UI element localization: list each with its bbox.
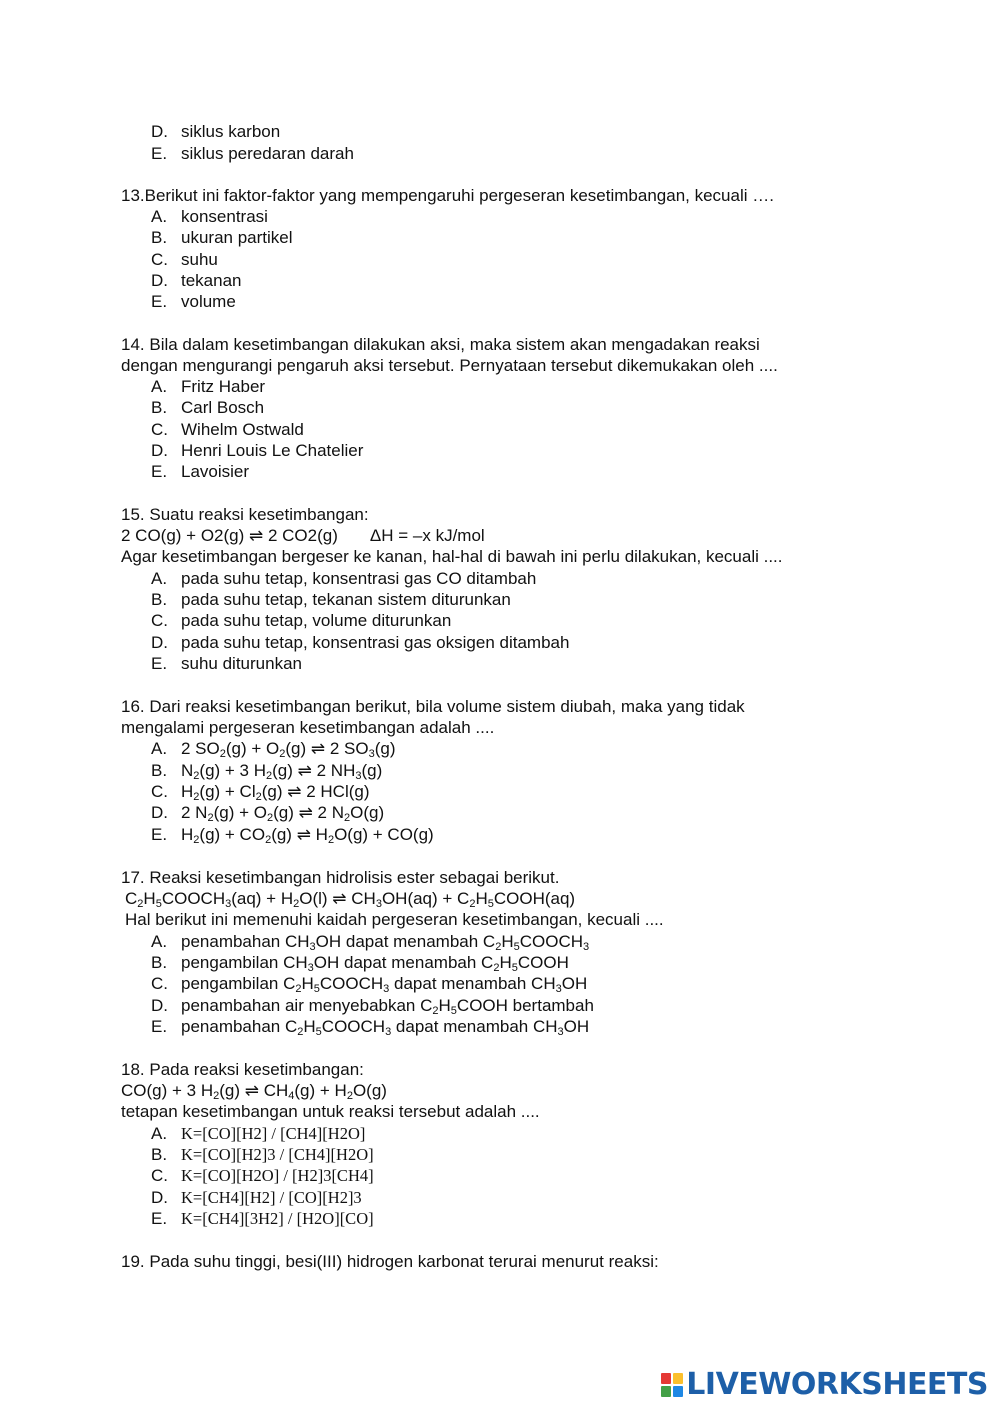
option-18-a: A. K=[CO][H2] / [CH4][H2O] [151,1124,366,1143]
option-13-b: B. ukuran partikel [151,228,293,247]
question-18-reaction: CO(g) + 3 $H_2(g)$ ⇌ $CH_4(g) + H_2O(g)$ [121,1081,387,1102]
logo-square-2 [673,1373,683,1384]
question-19-stem: 19. Pada suhu tinggi, besi(III) hidrogen karbonat terurai menurut reaksi: [121,1252,659,1271]
question-18-stem-line2: tetapan kesetimbangan untuk reaksi tersebut adalah .... [121,1102,540,1121]
option-15-a: A. pada suhu tetap, konsentrasi gas CO ditambah [151,569,537,588]
question-16-stem-line2: mengalami pergeseran kesetimbangan adalah .... [121,718,495,737]
question-15-stem-line2: Agar kesetimbangan bergeser ke kanan, hal-hal di bawah ini perlu dilakukan, kecuali .... [121,547,783,566]
logo-square-4 [673,1386,683,1397]
option-13-c: C. suhu [151,250,218,269]
option-14-e: E. Lavoisier [151,462,250,481]
option-17-e: E. penambahan $C_2H_5COOCH_3$ dapat menambah $CH_3OH$ [151,1017,590,1038]
option-18-e: E. K=[CH4][3H2] / [H2O][CO] [151,1209,374,1228]
liveworksheets-logo[interactable] [661,1367,988,1402]
question-15-stem-line1: 15. Suatu reaksi kesetimbangan: [121,505,369,524]
option-13-a: A. konsentrasi [151,207,268,226]
question-15-reaction: 2 CO(g) + O2(g) ⇌ 2 CO2(g) ΔH = –x kJ/mol [121,526,485,545]
option-12-d: D. siklus karbon [151,122,281,141]
option-17-a: A. penambahan $CH_3OH$ dapat menambah $C_2H_5COOCH_3$ [151,932,590,953]
option-18-b: B. K=[CO][H2]3 / [CH4][H2O] [151,1145,374,1164]
question-17-stem-line2: Hal berikut ini memenuhi kaidah pergeseran kesetimbangan, kecuali .... [125,910,664,929]
option-16-d: D. 2 $N_2(g) + O_2(g)$ ⇌ 2 $N_2O(g)$ [151,803,385,824]
option-15-e: E. suhu diturunkan [151,654,302,673]
option-16-b: B. $N_2(g) + 3$ $H_2(g)$ ⇌ 2 $NH_3(g)$ [151,761,383,782]
question-13-stem: 13.Berikut ini faktor-faktor yang mempengaruhi pergeseran kesetimbangan, kecuali …. [121,186,774,205]
option-14-a: A. Fritz Haber [151,377,266,396]
question-18-stem-line1: 18. Pada reaksi kesetimbangan: [121,1060,364,1079]
option-16-e: E. $H_2(g) + CO_2(g)$ ⇌ $H_2O(g) + CO(g)$ [151,825,434,846]
option-15-d: D. pada suhu tetap, konsentrasi gas oksigen ditambah [151,633,570,652]
question-14-stem-line1: 14. Bila dalam kesetimbangan dilakukan aksi, maka sistem akan mengadakan reaksi [121,335,760,354]
option-18-d: D. K=[CH4][H2] / [CO][H2]3 [151,1188,362,1207]
option-14-b: B. Carl Bosch [151,398,265,417]
question-14-stem-line2: dengan mengurangi pengaruh aksi tersebut. Pernyataan tersebut dikemukakan oleh .... [121,356,778,375]
option-14-c: C. Wihelm Ostwald [151,420,304,439]
question-16-stem-line1: 16. Dari reaksi kesetimbangan berikut, bila volume sistem diubah, maka yang tidak [121,697,745,716]
option-17-b: B. pengambilan $CH_3OH$ dapat menambah $C_2H_5COOH$ [151,953,569,974]
option-12-e: E. siklus peredaran darah [151,144,354,163]
logo-square-3 [661,1386,671,1397]
question-17-reaction: $C_2H_5COOCH_3(aq) + H_2O(l)$ ⇌ $CH_3OH(aq)$ + $C_2H_5COOH(aq)$ [125,889,576,910]
logo-square-1 [661,1373,671,1384]
option-15-c: C. pada suhu tetap, volume diturunkan [151,611,452,630]
liveworksheets-logo-icon [661,1373,683,1397]
option-18-c: C. K=[CO][H2O] / [H2]3[CH4] [151,1166,374,1185]
option-14-d: D. Henri Louis Le Chatelier [151,441,364,460]
liveworksheets-wordmark: LIVEWORKSHEETS [686,1367,988,1402]
question-17-stem-line1: 17. Reaksi kesetimbangan hidrolisis ester sebagai berikut. [121,868,560,887]
option-17-d: D. penambahan air menyebabkan $C_2H_5COOH$ bertambah [151,996,594,1017]
option-16-c: C. $H_2(g) + Cl_2(g)$ ⇌ 2 HCl(g) [151,782,370,803]
option-13-e: E. volume [151,292,236,311]
option-16-a: A. 2 $SO_2(g) + O_2(g)$ ⇌ 2 $SO_3(g)$ [151,739,396,760]
option-15-b: B. pada suhu tetap, tekanan sistem diturunkan [151,590,511,609]
option-13-d: D. tekanan [151,271,242,290]
option-17-c: C. pengambilan $C_2H_5COOCH_3$ dapat menambah $CH_3OH$ [151,974,588,995]
